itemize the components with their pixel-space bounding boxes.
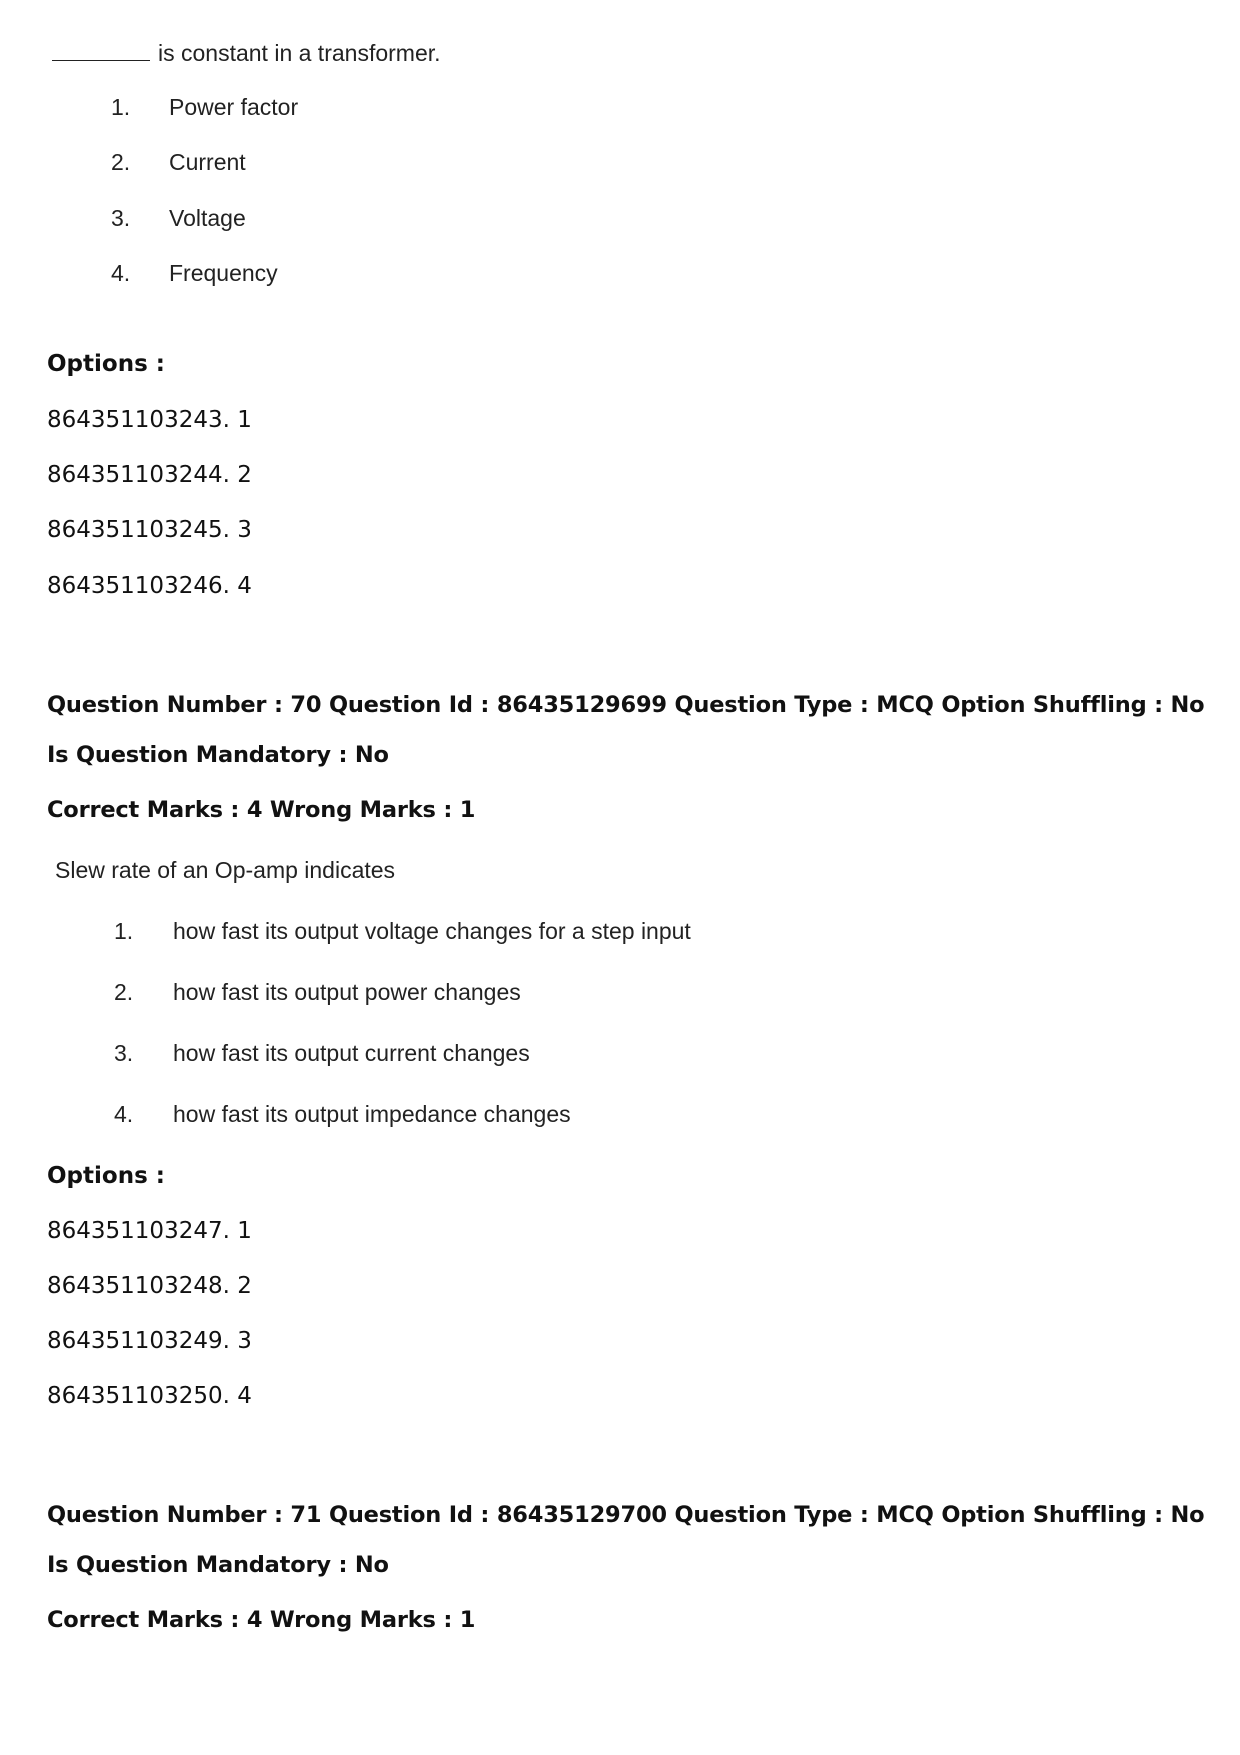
question-marks: Correct Marks : 4 Wrong Marks : 1 — [47, 797, 476, 823]
question-70-text: Slew rate of an Op-amp indicates — [55, 857, 396, 883]
option-line: 864351103248. 2 — [47, 1273, 252, 1299]
question-mandatory: Is Question Mandatory : No — [47, 742, 389, 768]
option-line: 864351103246. 4 — [47, 573, 252, 599]
fill-in-blank — [52, 41, 150, 61]
option-line: 864351103247. 1 — [47, 1218, 252, 1244]
choice-number: 4. — [111, 260, 131, 286]
question-mandatory: Is Question Mandatory : No — [47, 1552, 389, 1578]
choice-text: Frequency — [169, 260, 278, 286]
option-line: 864351103250. 4 — [47, 1383, 252, 1409]
choice-text: how fast its output voltage changes for a step input — [173, 918, 691, 944]
choice-text: how fast its output power changes — [173, 979, 521, 1005]
option-line: 864351103245. 3 — [47, 517, 252, 543]
choice-text: Voltage — [169, 205, 246, 231]
choice-text: Power factor — [169, 94, 299, 120]
choice-number: 3. — [114, 1040, 134, 1066]
options-heading: Options : — [47, 1163, 165, 1189]
choice-number: 1. — [114, 918, 134, 944]
options-heading: Options : — [47, 351, 165, 377]
choice-number: 2. — [114, 979, 134, 1005]
choice-number: 3. — [111, 205, 131, 231]
question-69-text: is constant in a transformer. — [52, 40, 441, 67]
option-line: 864351103243. 1 — [47, 407, 252, 433]
question-header: Question Number : 71 Question Id : 86435129700 Question Type : MCQ Option Shuffling : No — [47, 1502, 1205, 1528]
choice-text: how fast its output impedance changes — [173, 1101, 571, 1127]
choice-text: Current — [169, 149, 246, 175]
option-line: 864351103249. 3 — [47, 1328, 252, 1354]
question-marks: Correct Marks : 4 Wrong Marks : 1 — [47, 1607, 476, 1633]
choice-number: 1. — [111, 94, 131, 120]
choice-number: 2. — [111, 149, 131, 175]
question-header: Question Number : 70 Question Id : 86435129699 Question Type : MCQ Option Shuffling : No — [47, 692, 1205, 718]
option-line: 864351103244. 2 — [47, 462, 252, 488]
choice-number: 4. — [114, 1101, 134, 1127]
choice-text: how fast its output current changes — [173, 1040, 530, 1066]
